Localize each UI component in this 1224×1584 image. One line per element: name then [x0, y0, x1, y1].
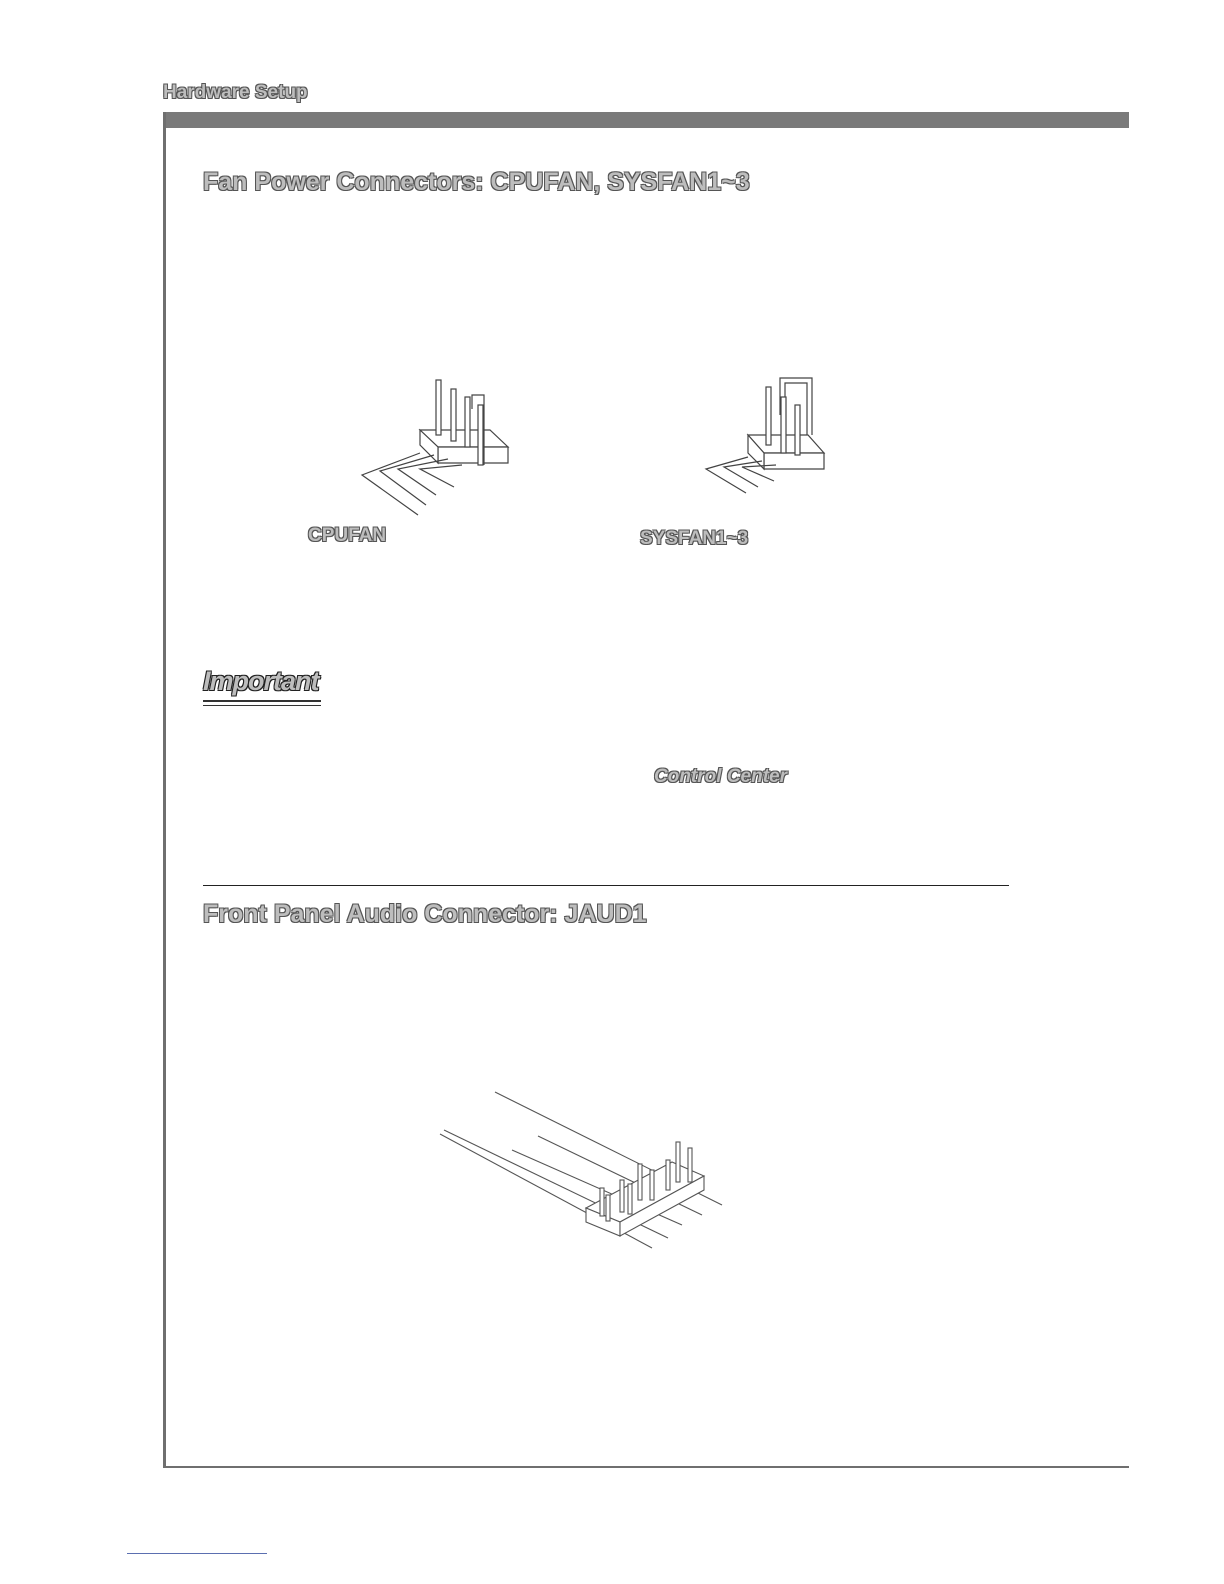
section-header: Hardware Setup [163, 82, 308, 103]
cpufan-connector-diagram-icon [350, 375, 520, 525]
jaud1-connector-diagram-icon [440, 1090, 740, 1260]
important-title: Important [203, 666, 319, 696]
important-underline-thin [203, 705, 321, 706]
sysfan-label: SYSFAN1~3 [640, 528, 749, 549]
header-bar [163, 112, 1129, 128]
important-underline [203, 700, 321, 702]
fan-section-title: Fan Power Connectors: CPUFAN, SYSFAN1~3 [203, 168, 750, 196]
footer-link-underline[interactable] [127, 1553, 267, 1554]
audio-section-title: Front Panel Audio Connector: JAUD1 [203, 900, 647, 928]
section-divider [203, 885, 1009, 886]
sysfan-connector-diagram-icon [700, 375, 840, 505]
bottom-border [163, 1466, 1129, 1468]
control-center-text: Control Center [654, 766, 787, 787]
cpufan-label: CPUFAN [308, 525, 387, 546]
left-border [163, 112, 166, 1468]
